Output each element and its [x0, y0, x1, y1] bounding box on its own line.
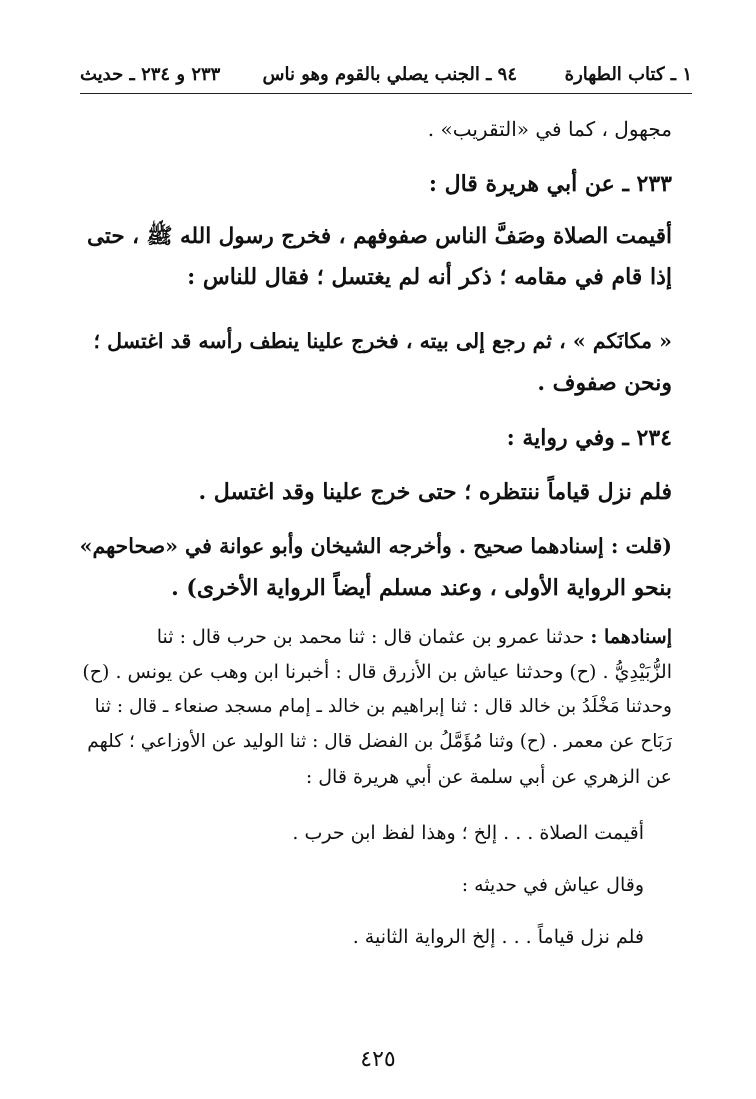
header-chapter-title: ٩٤ ـ الجنب يصلي بالقوم وهو ناس	[262, 64, 517, 85]
isnad-line-4: رَبَاح عن معمر . (ح) وثنا مُؤَمَّلُ بن الفضل قال : ثنا الوليد عن الأوزاعي ؛ كلهم	[87, 731, 672, 752]
isnad-line-5: عن الزهري عن أبي سلمة عن أبي هريرة قال :	[305, 766, 672, 788]
isnad-line-2: الزُّبَيْدِيُّ . (ح) وحدثنا عياش بن الأزرق قال : أخبرنا ابن وهب عن يونس . (ح)	[82, 661, 672, 683]
hadith-233-text-line-4: ونحن صفوف .	[537, 370, 672, 396]
text-line-intro: مجهول ، كما في «التقريب» .	[427, 117, 672, 141]
text-line-quote-1: أقيمت الصلاة . . . إلخ ؛ وهذا لفظ ابن حرب .	[292, 822, 644, 844]
running-header	[80, 62, 692, 92]
hadith-233-text-line-3: « مكانَكم » ، ثم رجع إلى بيته ، فخرج علينا ينطف رأسه قد اغتسل ؛	[93, 329, 672, 353]
hadith-233-text-line-2: إذا قام في مقامه ؛ ذكر أنه لم يغتسل ؛ فقال للناس :	[187, 264, 672, 290]
header-divider	[80, 93, 692, 94]
hadith-233-text-line-1: أقيمت الصلاة وصَفَّ الناس صفوفهم ، فخرج رسول الله ﷺ ، حتى	[86, 224, 672, 249]
hadith-234-heading: ٢٣٤ ـ وفي رواية :	[506, 425, 672, 451]
isnad-line-1-text: حدثنا عمرو بن عثمان قال : ثنا محمد بن حرب قال : ثنا	[156, 626, 585, 648]
isnad-line-1	[157, 628, 672, 647]
text-line-quote-3: فلم نزل قياماً . . . إلخ الرواية الثانية .	[352, 926, 644, 948]
header-book-title: ١ ـ كتاب الطهارة	[564, 64, 692, 85]
header-hadith-numbers: ٢٣٣ و ٢٣٤ ـ حديث	[80, 64, 221, 85]
hadith-233-heading: ٢٣٣ ـ عن أبي هريرة قال :	[428, 171, 672, 197]
text-line-quote-2: وقال عياش في حديثه :	[461, 874, 644, 896]
comment-line-1: (قلت : إسنادهما صحيح . وأخرجه الشيخان وأبو عوانة في «صحاحهم»	[79, 534, 672, 558]
isnad-label: إسنادهما :	[590, 626, 672, 648]
isnad-line-3: وحدثنا مَخْلَدُ بن خالد قال : ثنا إبراهيم بن خالد ـ إمام مسجد صنعاء ـ قال : ثنا	[94, 696, 672, 717]
comment-line-2: بنحو الرواية الأولى ، وعند مسلم أيضاً الرواية الأخرى) .	[171, 575, 672, 601]
hadith-234-text-line: فلم نزل قياماً ننتظره ؛ حتى خرج علينا وقد اغتسل .	[198, 479, 672, 505]
page-number: ٤٢٥	[360, 1047, 396, 1072]
